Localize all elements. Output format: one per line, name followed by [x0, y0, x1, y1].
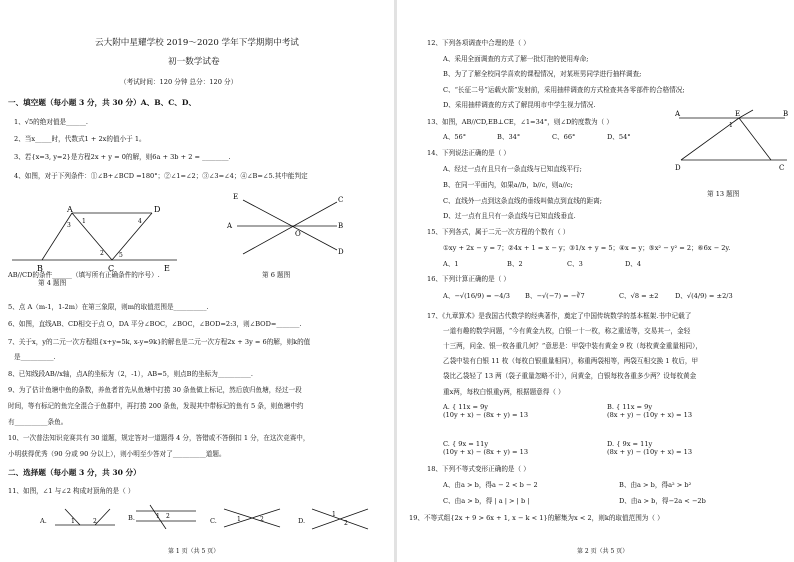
q17-option-c-line2: (10y + x) − (8x + y) = 13: [443, 448, 529, 456]
q14-option-d: D、过一点有且只有一条直线与已知直线垂直.: [443, 212, 576, 220]
question-9-line2: 时间，等有标记的鱼完全混合于鱼群中，再打捞 200 条鱼，发现其中带标记的鱼有 5 条，则鱼塘中约: [8, 402, 304, 410]
exam-info: （考试时间：120 分钟 总分：120 分）: [120, 78, 238, 86]
fig4-label-c: C: [108, 264, 115, 273]
fig4-label-a: A: [67, 205, 73, 214]
q11c-angle-2: 2: [260, 516, 264, 523]
q15-expressions: ①xy + 2x − y = 7；②4x + 1 = x − y；③1/x + y = 5；④x = y；⑤x² − y² = 2；⑥6x − 2y.: [443, 244, 731, 252]
q11b-angle-2: 2: [166, 513, 170, 520]
question-19: 19、不等式组{2x + 9 > 6x + 1, x − k < 1}的解集为x < 2，则k的取值范围为（ ）: [409, 514, 664, 522]
fig13-label-b: B: [783, 110, 789, 118]
q12-option-d: D、采用抽样调查的方式了解昆明市中学生视力情况.: [443, 101, 596, 109]
fig6-label-e: E: [233, 193, 239, 201]
q15-option-a: A、1: [443, 260, 459, 268]
fig4-angle-1: 1: [82, 218, 86, 225]
exam-subtitle: 初一数学试卷: [168, 57, 220, 67]
page-left: [0, 0, 395, 562]
q11-option-b-figure: [136, 503, 196, 529]
question-8: 8、已知线段AB//x轴，点A的坐标为（2，-1），AB=5，则点B的坐标为__________.: [8, 370, 253, 378]
q13-option-a: A、56°: [443, 133, 467, 141]
q11-option-c-figure: [222, 505, 282, 531]
q12-option-c: C、“长征二号”运载火箭”发射前，采用抽样调查的方式检查其各零部件的合格情况;: [443, 86, 685, 94]
q16-option-b: B、−√(−7) = −∛7: [525, 292, 585, 300]
q15-option-c: C、3: [567, 260, 583, 268]
question-6: 6、如图，直线AB、CD相交于点 O，DA 平分∠BOC，∠BOC，∠BOD=2:3，则∠BOD=_______.: [8, 320, 302, 328]
question-10-line2: 小明获得优秀（90 分或 90 分以上），则小明至少答对了__________道题。: [8, 450, 226, 458]
question-17: 17、《九章算术》是我国古代数学的经典著作，奠定了中国传统数学的基本框架.书中记载了: [427, 312, 692, 320]
question-2: 2、当x_____时，代数式1 + 2x的值小于 1。: [14, 135, 146, 143]
fig4-angle-5: 5: [119, 252, 123, 259]
fig13-angle-1: 1: [729, 122, 733, 129]
q18-option-a: A、由a > b，得a − 2 < b − 2: [443, 481, 538, 489]
question-17-line4: 乙袋中装有白银 11 枚（每枚白银重量相同），称重两袋相等，两袋互相交换 1 枚后，甲: [443, 357, 699, 365]
question-7-cont: 是__________.: [14, 353, 56, 361]
q17-option-d-line2: (8x + y) − (10y + x) = 13: [607, 448, 693, 456]
q16-option-a: A、−√(16/9) = −4/3: [443, 292, 510, 300]
q15-option-b: B、2: [507, 260, 523, 268]
fig4-angle-3: 3: [67, 222, 71, 229]
q18-option-c: C、由a > b，得 | a | > | b |: [443, 497, 530, 505]
question-1: 1、√5的绝对值是______.: [14, 118, 89, 126]
fig4-angle-2: 2: [100, 250, 104, 257]
question-7: 7、关于x，y的二元一次方程组{x+y=5k, x-y=9k}的解也是二元一次方程2x + 3y = 6的解，则k的值: [8, 338, 311, 346]
section-fill-blank: 一、填空题（每小题 3 分，共 30 分）A、B、C、D、: [8, 98, 197, 107]
fig4-angle-4: 4: [138, 218, 142, 225]
question-17-line5: 袋比乙袋轻了 13 两（袋子重量忽略不计），问黄金，白银每枚各重多少两？设每枚黄金: [443, 372, 697, 380]
figure-13: [675, 108, 793, 178]
q13-option-c: C、66°: [552, 133, 576, 141]
q11-option-c-label: C.: [210, 517, 217, 525]
q18-option-d: D、由a > b，得−2a < −2b: [619, 497, 706, 505]
q11-option-a-label: A.: [40, 517, 47, 525]
figure-6-caption: 第 6 题图: [262, 271, 291, 279]
question-10: 10、一次普法知识竞赛共有 30 道题，规定答对一道题得 4 分，答错或不答倒扣 1 分，在这次竞赛中，: [8, 434, 310, 442]
page-right: [397, 0, 794, 562]
q12-option-a: A、采用全面调查的方式了解一批灯泡的使用寿命;: [443, 55, 589, 63]
q17-option-d-line1: D. { 9x = 11y: [607, 440, 653, 448]
q17-option-b-line2: (8x + y) − (10y + x) = 13: [607, 411, 693, 419]
question-13: 13、如图，AB//CD,EB⊥CE，∠1=34°，则∠D的度数为（ ）: [427, 118, 613, 126]
q11-option-d-label: D.: [298, 517, 306, 525]
question-17-line3: 十三两，问金、银一枚各重几何？”意思是：甲袋中装有黄金 9 枚（每枚黄金重量相同），: [443, 342, 703, 350]
q17-option-c-line1: C. { 9x = 11y: [443, 440, 489, 448]
question-4-cont: AB//CD的条件______（填写所有正确条件的序号）.: [8, 271, 160, 279]
fig6-label-c: C: [338, 196, 344, 204]
q13-option-b: B、34°: [497, 133, 521, 141]
question-11: 11、如图，∠1 与∠2 构成对顶角的是（ ）: [8, 487, 135, 495]
question-3: 3、若{x=3, y=2}是方程2x + y = 0的解，则6a + 3b + 2 = ________.: [14, 153, 231, 161]
fig6-label-b: B: [338, 222, 344, 230]
q11d-angle-2: 2: [344, 520, 348, 527]
q17-option-a-line1: A. { 11x = 9y: [443, 403, 488, 411]
q14-option-b: B、在同一平面内，如果a//b，b//c，则a//c;: [443, 181, 573, 189]
question-17-line6: 重x两，每枚白银重y两，根据题意得（ ）: [443, 388, 565, 396]
fig13-label-e: E: [735, 110, 741, 118]
fig6-label-o: O: [295, 230, 301, 238]
fig13-label-a: A: [675, 110, 681, 118]
question-4: 4、如图，对于下列条件：①∠B+∠BCD =180°；②∠1=∠2；③∠3=∠4；④∠B=∠5.其中能判定: [14, 172, 308, 180]
fig4-label-b: B: [37, 264, 43, 273]
fig4-label-d: D: [154, 205, 161, 214]
fig13-label-c: C: [779, 164, 785, 172]
fig6-label-a: A: [227, 222, 233, 230]
q17-option-b-line1: B. { 11x = 9y: [607, 403, 653, 411]
q11c-angle-1: 1: [237, 516, 241, 523]
question-14: 14、下列说法正确的是（ ）: [427, 149, 511, 157]
section-choice: 二、选择题（每小题 3 分，共 30 分）: [8, 468, 141, 477]
page-footer-left: 第 1 页（共 5 页）: [168, 548, 220, 555]
q11a-angle-2: 2: [93, 518, 97, 525]
question-9: 9、为了估计鱼塘中鱼的条数，养鱼者首先从鱼塘中打捞 30 条鱼做上标记，然后放归鱼塘，经过一段: [8, 386, 302, 394]
q11a-angle-1: 1: [71, 518, 75, 525]
q16-option-d: D、√(4/9) = ±2/3: [675, 292, 733, 300]
figure-13-caption: 第 13 题图: [707, 190, 740, 198]
question-17-line2: 一道有趣的数学问题，“今有黄金九枚，白银一十一枚，称之重适等，交易其一，金轻: [443, 327, 691, 335]
figure-6: [225, 188, 345, 268]
exam-title: 云大附中星耀学校 2019～2020 学年下学期期中考试: [95, 38, 299, 48]
q11-option-a-figure: [55, 505, 115, 531]
question-9-line3: 有__________条鱼。: [8, 418, 68, 426]
question-5: 5、点 A（m-1，1-2m）在第三象限，则m的取值范围是__________.: [8, 303, 209, 311]
q11-option-b-label: B.: [128, 514, 135, 522]
question-12: 12、下列各项调查中合理的是（ ）: [427, 39, 530, 47]
fig13-label-d: D: [675, 164, 681, 172]
q11d-angle-1: 1: [332, 511, 336, 518]
page-footer-right: 第 2 页（共 5 页）: [577, 548, 629, 555]
figure-4-caption: 第 4 题图: [38, 279, 67, 287]
fig6-label-d: D: [338, 248, 344, 256]
q17-option-a-line2: (10y + x) − (8x + y) = 13: [443, 411, 529, 419]
fig4-label-e: E: [164, 264, 170, 273]
question-16: 16、下列计算正确的是（ ）: [427, 275, 511, 283]
q15-option-d: D、4: [625, 260, 642, 268]
q11b-angle-1: 1: [156, 513, 160, 520]
q14-option-c: C、直线外一点到这条直线的垂线叫做点到直线的距离;: [443, 197, 602, 205]
question-15: 15、下列各式，属于二元一次方程的个数有（ ）: [427, 228, 570, 236]
q11-option-d-figure: [310, 505, 370, 531]
q14-option-a: A、经过一点有且只有一条直线与已知直线平行;: [443, 165, 582, 173]
q16-option-c: C、√8 = ±2: [619, 292, 659, 300]
q13-option-d: D、54°: [607, 133, 631, 141]
q12-option-b: B、为了了解全校同学喜欢的课程情况，对某班男同学进行抽样调查;: [443, 70, 642, 78]
q18-option-b: B、由a > b，得a² > b²: [619, 481, 692, 489]
question-18: 18、下列不等式变形正确的是（ ）: [427, 465, 530, 473]
